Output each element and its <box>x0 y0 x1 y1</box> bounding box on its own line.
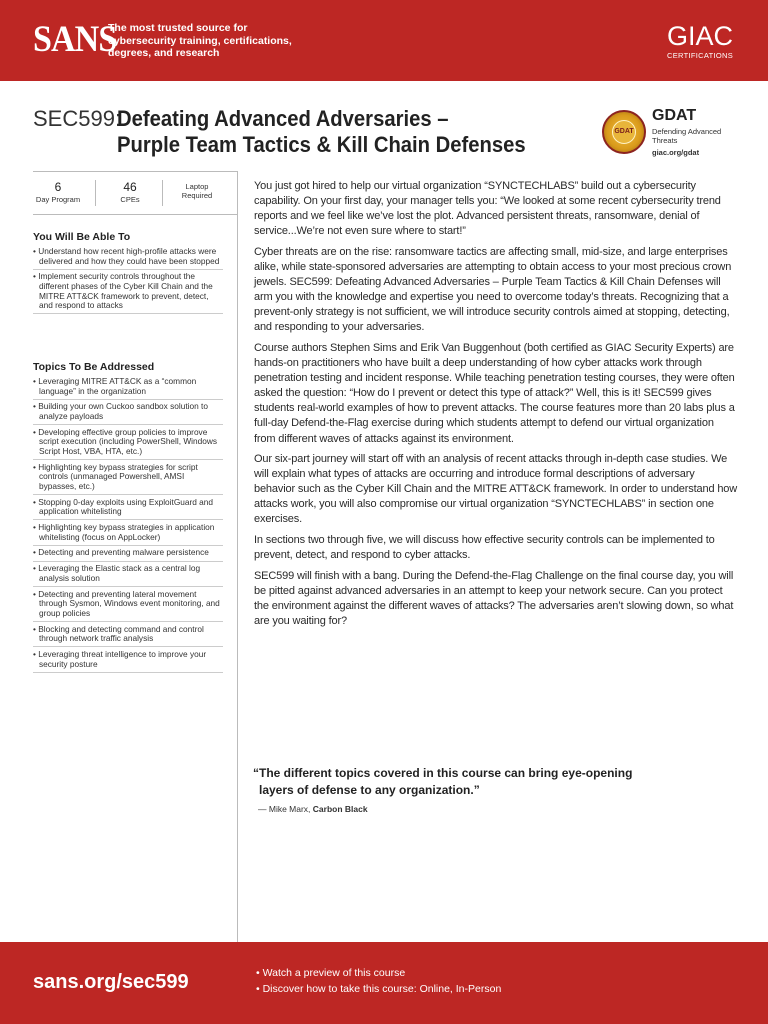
course-code: SEC599: <box>33 106 122 131</box>
gdat-badge-text: GDAT <box>612 120 636 144</box>
body-paragraph: Course authors Stephen Sims and Erik Van Buggenhout (both certified as GIAC Security Experts) are hands-on practitioners who have built a deep understanding of how cyber attacks work through penetration testing and incident response. While teaching penetration testing courses, they were often asked the question: “How do I prevent or detect this type of attack?” Well, this is it! SEC599 gives students real-world examples of how to prevent attacks. The course features more than 20 labs plus a full-day Defend-the-Flag exercise during which students attempt to defend our virtual organization from different waves of attacks against its environment. <box>254 341 735 445</box>
course-title-line2: Purple Team Tactics & Kill Chain Defenses <box>117 132 526 157</box>
divider <box>33 214 237 215</box>
stat-days-value: 6 <box>54 180 62 194</box>
stat-cpes-label: CPEs <box>120 195 140 204</box>
list-item: • Detecting and preventing lateral movement through Sysmon, Windows event monitoring, and group policies <box>33 590 223 622</box>
giac-logo[interactable] <box>667 22 733 60</box>
list-item: • Leveraging MITRE ATT&CK as a “common language” in the organization <box>33 377 223 400</box>
quote-author-name: — Mike Marx, <box>258 804 311 814</box>
sans-logo[interactable]: SANS <box>33 19 117 60</box>
giac-name: GIAC <box>666 21 733 51</box>
course-title-line1: Defeating Advanced Adversaries – <box>117 106 449 131</box>
gdat-link[interactable]: giac.org/gdat <box>652 148 700 157</box>
footer-banner <box>0 942 768 1024</box>
quote-line1: “The different topics covered in this course can bring eye-opening <box>253 766 633 780</box>
footer-preview-link[interactable]: • Watch a preview of this course <box>256 966 501 982</box>
gdat-title: GDAT <box>652 107 697 124</box>
testimonial-quote <box>253 765 723 799</box>
stat-cpes <box>110 180 150 204</box>
course-description <box>254 179 738 635</box>
body-paragraph: In sections two through five, we will discuss how effective security controls can be implemented to prevent, detect, and respond to cyber attacks. <box>254 534 715 562</box>
list-item: • Detecting and preventing malware persistence <box>33 548 223 561</box>
stat-cpes-value: 46 <box>123 180 137 194</box>
list-item: • Highlighting key bypass strategies for script controls (unmanaged Powershell, AMSI bypasses, etc.) <box>33 463 223 495</box>
quote-author-company: Carbon Black <box>312 804 368 814</box>
list-item: • Developing effective group policies to improve script execution (including PowerShell, Windows Script Host, VBA, HTA, etc.) <box>33 428 223 460</box>
able-to-heading: You Will Be Able To <box>33 231 131 243</box>
able-to-list <box>33 247 223 317</box>
list-item: • Blocking and detecting command and control through network traffic analysis <box>33 625 223 648</box>
body-paragraph: Cyber threats are on the rise: ransomware tactics are affecting small, mid-size, and large enterprises alike, while state-sponsored adversaries are attempting to obtain access to your most precious crown jewels. SEC599: Defeating Advanced Adversaries – Purple Team Tactics & Kill Chain Defenses will arm you with the knowledge and expertise you need to overcome today’s threats. Recognizing that a prevent-only strategy is not sufficient, we will introduce security controls aimed at stopping, detecting, and responding to your adversaries. <box>254 245 732 334</box>
body-paragraph: SEC599 will finish with a bang. During the Defend-the-Flag Challenge on the final course day, you will be pitted against advanced adversaries in an attempt to keep your network secure. Can you protect the environment against the different waves of attacks? The adversaries aren’t slowing down, so what are you waiting for? <box>254 569 734 628</box>
list-item: • Leveraging the Elastic stack as a central log analysis solution <box>33 564 223 587</box>
stat-laptop <box>172 182 222 200</box>
body-paragraph: Our six-part journey will start off with an analysis of recent attacks through in-depth case studies. We will explain what types of attacks are occurring and introduce formal descriptions of adversary behavior such as the Cyber Kill Chain and the MITRE ATT&CK framework. In order to understand how attacks work, you will also compromise our virtual organization “SYNCTECHLABS” in section one exercises. <box>254 453 738 526</box>
quote-author <box>258 804 368 814</box>
topics-list <box>33 377 223 675</box>
gdat-description: Defending Advanced Threats <box>652 127 722 145</box>
giac-subtitle: CERTIFICATIONS <box>666 51 733 60</box>
quote-line2: layers of defense to any organization.” <box>259 783 480 797</box>
stat-days <box>33 180 83 204</box>
footer-course-link[interactable]: sans.org/sec599 <box>33 971 189 993</box>
list-item: • Stopping 0-day exploits using ExploitGuard and application whitelisting <box>33 498 223 521</box>
stat-divider <box>162 180 163 206</box>
list-item: • Leveraging threat intelligence to improve your security posture <box>33 650 223 673</box>
divider <box>33 171 237 172</box>
body-paragraph: You just got hired to help our virtual organization “SYNCTECHLABS” build out a cybersecurity capability. On your first day, your manager tells you: “We looked at some recent cybersecurity trend reports and we feel like we’ve lost the plot. Advanced persistent threats, ransomware, denial of service...We’re not even sure where to start!” <box>254 180 721 238</box>
footer-options-link[interactable]: • Discover how to take this course: Online, In-Person <box>256 982 501 998</box>
list-item: • Implement security controls throughout the different phases of the Cyber Kill Chain and the MITRE ATT&CK framework to prevent, detect, and respond to attacks <box>33 272 223 314</box>
list-item: • Building your own Cuckoo sandbox solution to analyze payloads <box>33 402 223 425</box>
header-tagline: The most trusted source for cybersecurity training, certifications, degrees, and research <box>108 22 292 59</box>
stat-laptop-label: Laptop Required <box>181 182 213 200</box>
topics-heading: Topics To Be Addressed <box>33 361 155 373</box>
stat-days-label: Day Program <box>35 195 81 204</box>
gdat-badge-icon <box>602 110 646 154</box>
stat-divider <box>95 180 96 206</box>
column-divider <box>237 171 238 942</box>
header-banner <box>0 0 768 81</box>
list-item: • Highlighting key bypass strategies in application whitelisting (focus on AppLocker) <box>33 523 223 546</box>
footer-links <box>256 966 501 997</box>
list-item: • Understand how recent high-profile attacks were delivered and how they could have been stopped <box>33 247 223 270</box>
